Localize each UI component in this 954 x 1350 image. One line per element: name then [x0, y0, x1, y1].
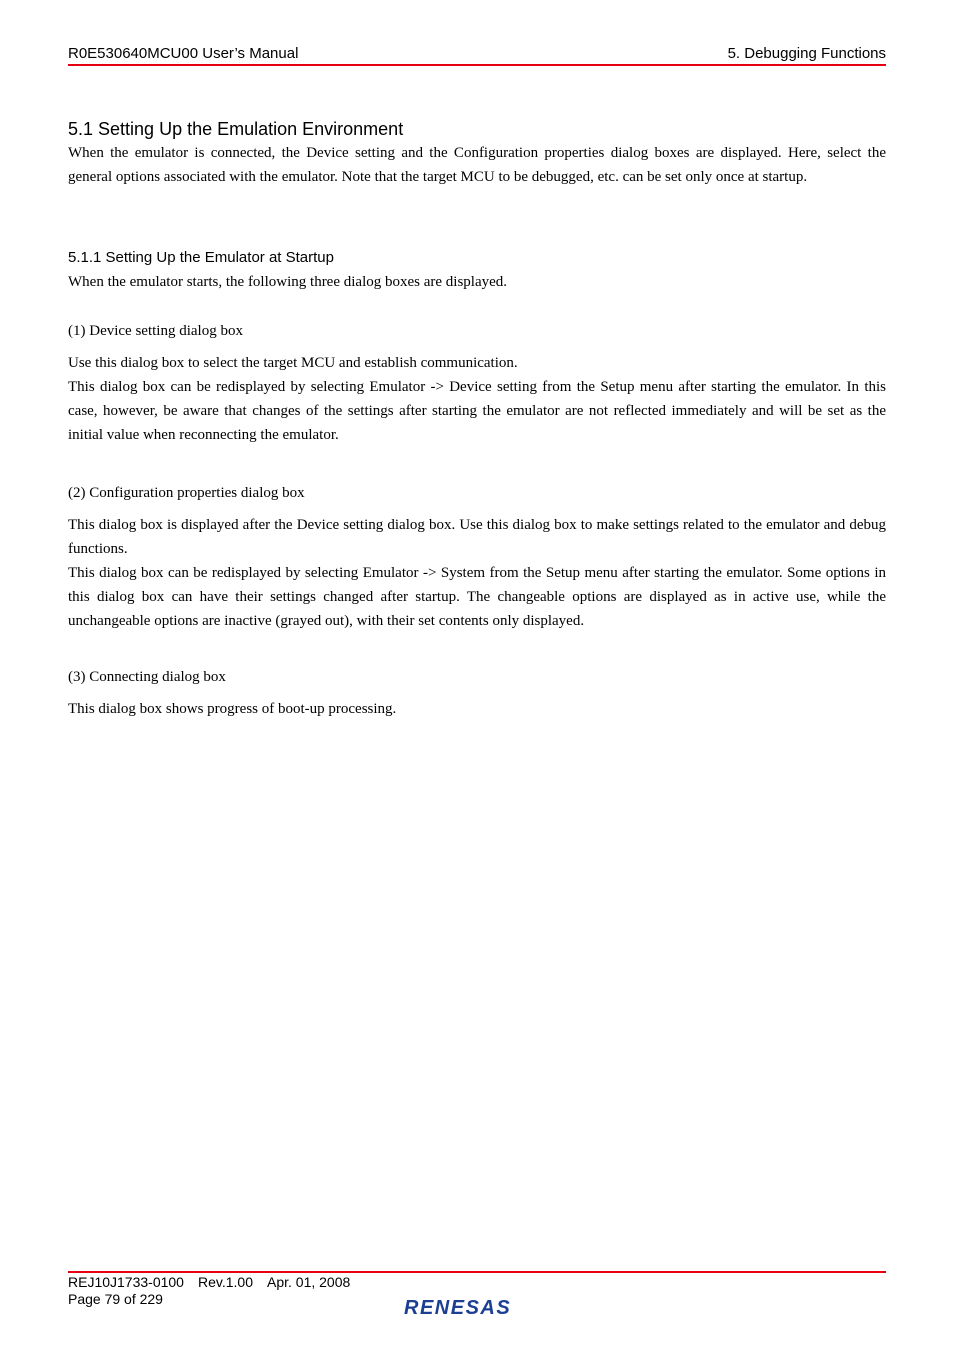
item-paragraph: This dialog box can be redisplayed by selecting Emulator -> System from the Setup menu after starting the emulator. Some options in this dialog box can have their settings changed after startup. The changeable options are displayed as in active use, while the unchangeable options are inactive (grayed out), with their set contents only displayed. — [68, 565, 886, 629]
chapter-title: 5. Debugging Functions — [727, 45, 886, 62]
header-rule — [68, 64, 886, 66]
page-header — [68, 45, 886, 63]
section-intro: When the emulator is connected, the Device setting and the Configuration properties dialog boxes are displayed. Here, select the general options associated with the emulator. Note that the target MCU to be debugged, etc. can be set only once at startup. — [68, 145, 886, 185]
revision: Rev.1.00 — [197, 1274, 253, 1290]
page-footer — [68, 1274, 350, 1308]
footer-rule — [68, 1271, 886, 1273]
item-title-device-setting: (1) Device setting dialog box — [68, 323, 243, 339]
manual-title: R0E530640MCU00 User’s Manual — [68, 45, 299, 62]
page-number: Page 79 of 229 — [68, 1291, 163, 1307]
item-title-connecting: (3) Connecting dialog box — [68, 669, 226, 685]
release-date: Apr. 01, 2008 — [266, 1274, 351, 1290]
logo-text: RENESAS — [404, 1297, 512, 1318]
doc-number: REJ10J1733-0100 — [68, 1274, 184, 1290]
item-paragraph: Use this dialog box to select the target MCU and establish communication. — [68, 355, 518, 371]
subsection-intro: When the emulator starts, the following three dialog boxes are displayed. — [68, 274, 508, 290]
item-paragraph: This dialog box is displayed after the Device setting dialog box. Use this dialog box to make settings related to the emulator and debug functions. — [68, 517, 886, 557]
section-title: 5.1 Setting Up the Emulation Environment — [68, 119, 404, 139]
item-paragraph: This dialog box shows progress of boot-up processing. — [68, 701, 397, 717]
page-body — [68, 118, 886, 721]
item-title-configuration-properties: (2) Configuration properties dialog box — [68, 485, 305, 501]
item-paragraph: This dialog box can be redisplayed by selecting Emulator -> Device setting from the Setup menu after starting the emulator. In this case, however, be aware that changes of the settings after starting the emulator are not reflected immediately and will be set as the initial value when reconnecting the emulator. — [68, 379, 886, 443]
subsection-title: 5.1.1 Setting Up the Emulator at Startup — [68, 249, 334, 266]
renesas-logo — [402, 1294, 552, 1318]
